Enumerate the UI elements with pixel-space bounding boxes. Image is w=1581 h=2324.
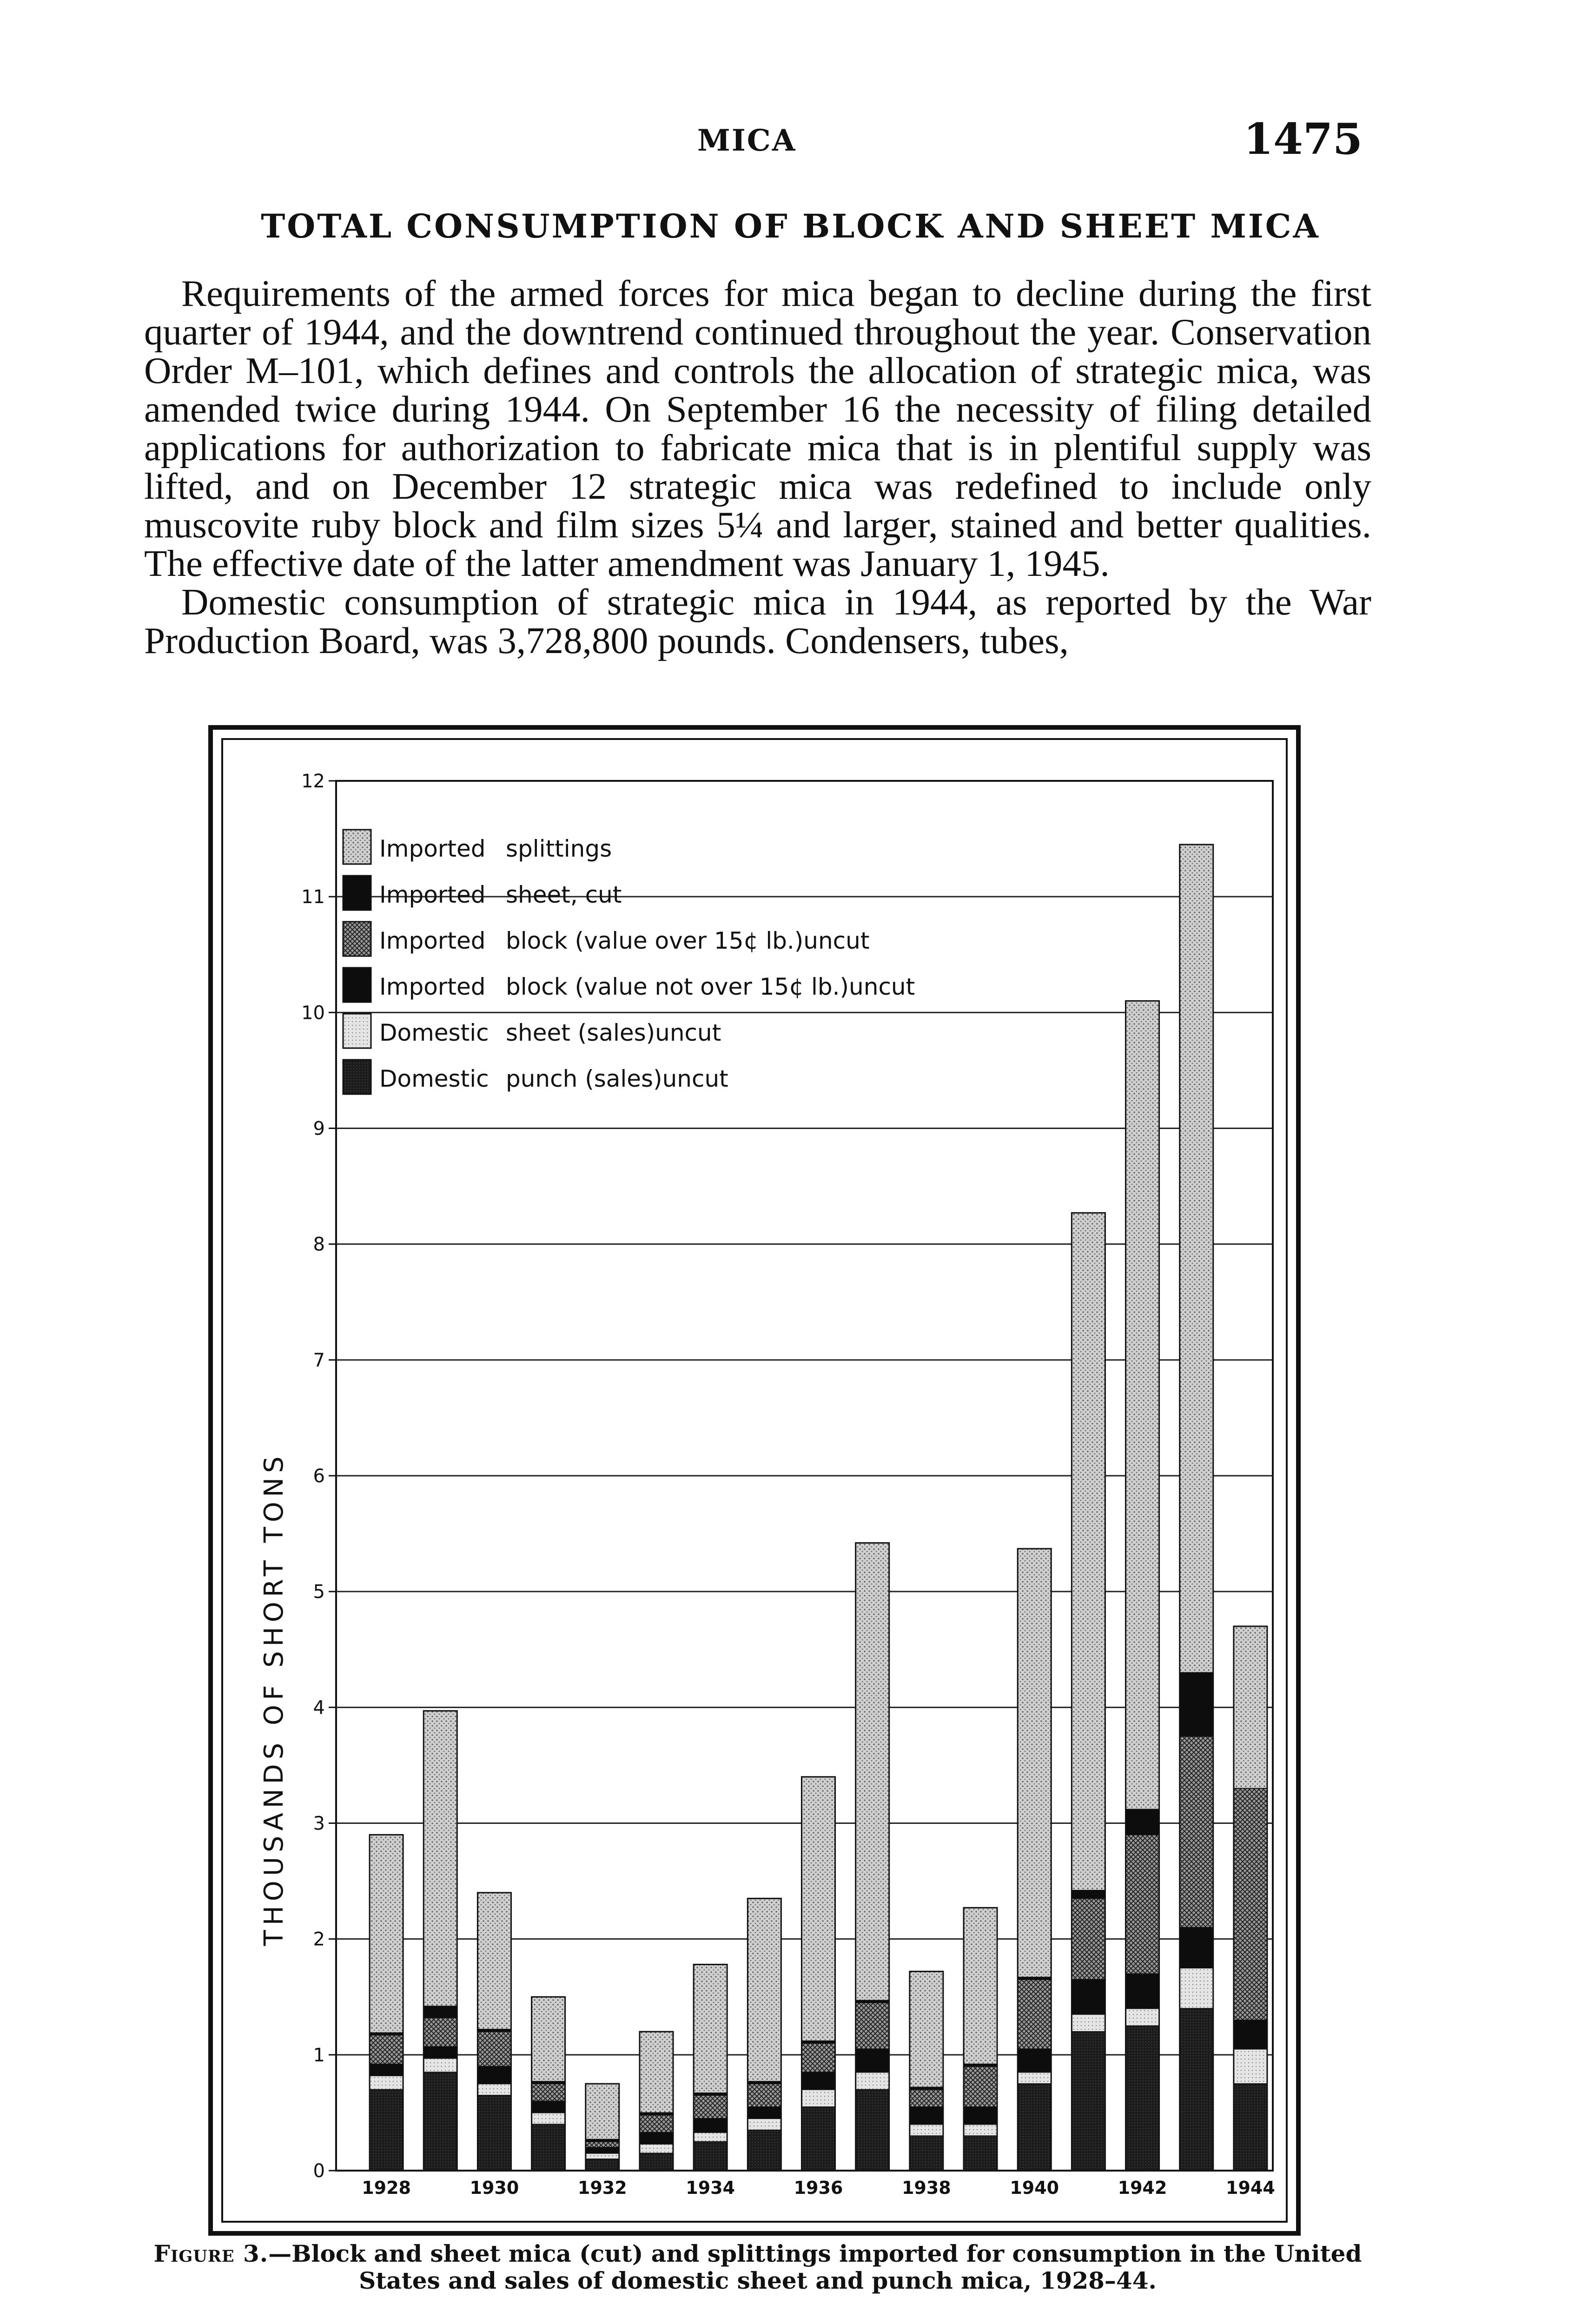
legend-label-source: Imported [379,927,486,954]
bar-segment-1943 [1180,1968,1213,2008]
bar-segment-1943 [1180,2008,1213,2171]
bar-segment-1933 [640,2115,673,2132]
chart-figure [208,725,1301,2236]
y-tick-label: 5 [313,1581,325,1603]
legend-label-kind: block (value over 15¢ lb.)uncut [506,927,870,954]
bar-segment-1940 [1018,2049,1051,2072]
bar-segment-1928 [370,2090,403,2171]
y-tick-label: 11 [301,886,325,908]
legend-swatch [343,1060,371,1094]
bar-segment-1930 [477,2067,511,2084]
bar-segment-1935 [748,2107,781,2119]
bar-segment-1944 [1234,1789,1267,2020]
bar-segment-1944 [1234,2049,1267,2084]
bar-segment-1941 [1072,1898,1105,1979]
caption-label: Figure 3. [153,2240,269,2267]
x-tick-label: 1932 [577,2178,627,2198]
bar-segment-1939 [964,1908,997,2064]
legend-swatch [343,830,371,864]
bar-segment-1939 [964,2136,997,2171]
caption-text: —Block and sheet mica (cut) and splittings imported for consumption in the United States and sales of domestic sheet and punch mica, 1928–44. [268,2240,1362,2294]
legend-swatch [343,968,371,1002]
bar-segment-1928 [370,2035,403,2064]
bar-segment-1940 [1018,2084,1051,2171]
y-tick-label: 1 [313,2044,325,2066]
bar-segment-1943 [1180,1928,1213,1968]
bar-segment-1938 [910,2090,943,2107]
stacked-bar-chart [213,730,1305,2240]
bar-segment-1933 [640,2153,673,2171]
body-text [144,274,1371,660]
bar-segment-1941 [1072,1890,1105,1898]
legend-label-source: Imported [379,835,486,862]
bar-segment-1932 [586,2159,619,2171]
bar-segment-1929 [423,2018,457,2047]
y-tick-label: 0 [313,2160,325,2182]
bar-segment-1941 [1072,1980,1105,2014]
bar-segment-1931 [532,1997,565,2081]
x-tick-label: 1942 [1118,2178,1167,2198]
bar-segment-1930 [477,2095,511,2171]
bar-segment-1931 [532,2101,565,2113]
bar-segment-1941 [1072,2032,1105,2171]
bar-segment-1934 [694,2142,727,2171]
bar-segment-1944 [1234,1626,1267,1789]
bar-segment-1929 [423,2006,457,2018]
bar-segment-1940 [1018,1980,1051,2049]
x-tick-label: 1930 [470,2178,519,2198]
legend-swatch [343,1014,371,1048]
bar-segment-1931 [532,2084,565,2101]
y-tick-label: 7 [313,1349,325,1371]
legend-swatch [343,922,371,956]
bar-segment-1937 [856,1543,889,2000]
y-tick-label: 8 [313,1234,325,1255]
y-tick-label: 3 [313,1813,325,1835]
legend-label-kind: sheet (sales)uncut [506,1019,721,1046]
bar-segment-1939 [964,2107,997,2124]
figure-caption [139,2240,1376,2294]
bar-segment-1940 [1018,1549,1051,1977]
bar-segment-1934 [694,2119,727,2133]
bar-segment-1937 [856,2049,889,2072]
bar-segment-1942 [1126,2026,1159,2171]
bar-segment-1935 [748,2084,781,2107]
bar-segment-1928 [370,2064,403,2076]
bar-segment-1929 [423,2072,457,2171]
bar-segment-1929 [423,1711,457,2006]
bar-segment-1935 [748,2130,781,2171]
bar-segment-1944 [1234,2020,1267,2049]
bar-segment-1934 [694,2133,727,2142]
legend-label-source: Domestic [379,1019,489,1046]
bar-segment-1944 [1234,2084,1267,2171]
bar-segment-1932 [586,2084,619,2139]
bar-segment-1941 [1072,1213,1105,1890]
bar-segment-1942 [1126,1809,1159,1835]
bar-segment-1942 [1126,2008,1159,2026]
paragraph-1: Requirements of the armed forces for mica began to decline during the first quarter of 1944, and the downtrend continued throughout the year. Conservation Order M–101, which defines and controls the allocation of strategic mica, was amended twice during 1944. On September 16 the necessity of filing detailed applications for authorization to fabricate mica that is in plentiful supply was lifted, and on December 12 strategic mica was redefined to include only muscovite ruby block and film sizes 5¼ and larger, stained and better qualities. The effective date of the latter amendment was January 1, 1945. [144,272,1371,584]
x-tick-label: 1938 [901,2178,951,2198]
y-tick-label: 12 [301,771,325,792]
bar-segment-1932 [586,2153,619,2159]
x-tick-label: 1934 [686,2178,735,2198]
bar-segment-1943 [1180,845,1213,1673]
legend-label-kind: sheet, cut [506,881,622,908]
bar-segment-1942 [1126,1001,1159,1809]
y-tick-label: 10 [301,1002,325,1024]
bar-segment-1932 [586,2147,619,2153]
bar-segment-1938 [910,2107,943,2124]
paragraph-2: Domestic consumption of strategic mica in 1944, as reported by the War Production Board, was 3,728,800 pounds. Condensers, tubes, [144,581,1371,661]
bar-segment-1931 [532,2113,565,2124]
y-tick-label: 6 [313,1466,325,1487]
bar-segment-1933 [640,2144,673,2153]
bar-segment-1940 [1018,2072,1051,2084]
bar-segment-1934 [694,1964,727,2093]
bar-segment-1934 [694,2095,727,2119]
bar-segment-1936 [801,2043,835,2072]
bar-segment-1941 [1072,2014,1105,2032]
bar-segment-1942 [1126,1835,1159,1974]
x-tick-label: 1944 [1226,2178,1275,2198]
x-tick-label: 1928 [362,2178,411,2198]
bar-segment-1943 [1180,1736,1213,1928]
running-title: MICA [697,123,797,158]
y-tick-label: 2 [313,1928,325,1950]
bar-segment-1931 [532,2124,565,2171]
legend-label-kind: punch (sales)uncut [506,1065,728,1092]
bar-segment-1930 [477,2032,511,2067]
bar-segment-1933 [640,2133,673,2144]
running-head [0,114,1581,174]
bar-segment-1938 [910,2136,943,2171]
bar-segment-1935 [748,2119,781,2130]
bar-segment-1928 [370,1835,403,2033]
bar-segment-1936 [801,2090,835,2107]
legend-swatch [343,876,371,910]
bar-segment-1933 [640,2032,673,2113]
bar-segment-1937 [856,2003,889,2049]
bar-segment-1935 [748,1898,781,2081]
x-tick-label: 1936 [794,2178,843,2198]
legend-label-kind: block (value not over 15¢ lb.)uncut [506,973,915,1000]
bar-segment-1938 [910,1971,943,2087]
bar-segment-1929 [423,2058,457,2072]
x-tick-label: 1940 [1010,2178,1059,2198]
section-title: TOTAL CONSUMPTION OF BLOCK AND SHEET MICA [261,207,1320,245]
bar-segment-1938 [910,2124,943,2136]
bar-segment-1936 [801,2107,835,2171]
bar-segment-1930 [477,2084,511,2095]
bar-segment-1943 [1180,1673,1213,1736]
legend-label-kind: splittings [506,835,612,862]
bar-segment-1936 [801,1777,835,2041]
bar-segment-1939 [964,2067,997,2107]
legend-label-source: Domestic [379,1065,489,1092]
legend-label-source: Imported [379,973,486,1000]
bar-segment-1937 [856,2072,889,2089]
bar-segment-1929 [423,2047,457,2058]
bar-segment-1930 [477,1893,511,2029]
bar-segment-1937 [856,2090,889,2171]
bar-segment-1932 [586,2142,619,2147]
bar-segment-1942 [1126,1974,1159,2008]
bar-segment-1936 [801,2072,835,2089]
y-axis-label: THOUSANDS OF SHORT TONS [259,1452,289,1946]
bar-segment-1939 [964,2124,997,2136]
legend-label-source: Imported [379,881,486,908]
bar-segment-1928 [370,2076,403,2090]
y-tick-label: 4 [313,1697,325,1719]
y-tick-label: 9 [313,1118,325,1140]
page-number: 1475 [1243,114,1363,164]
